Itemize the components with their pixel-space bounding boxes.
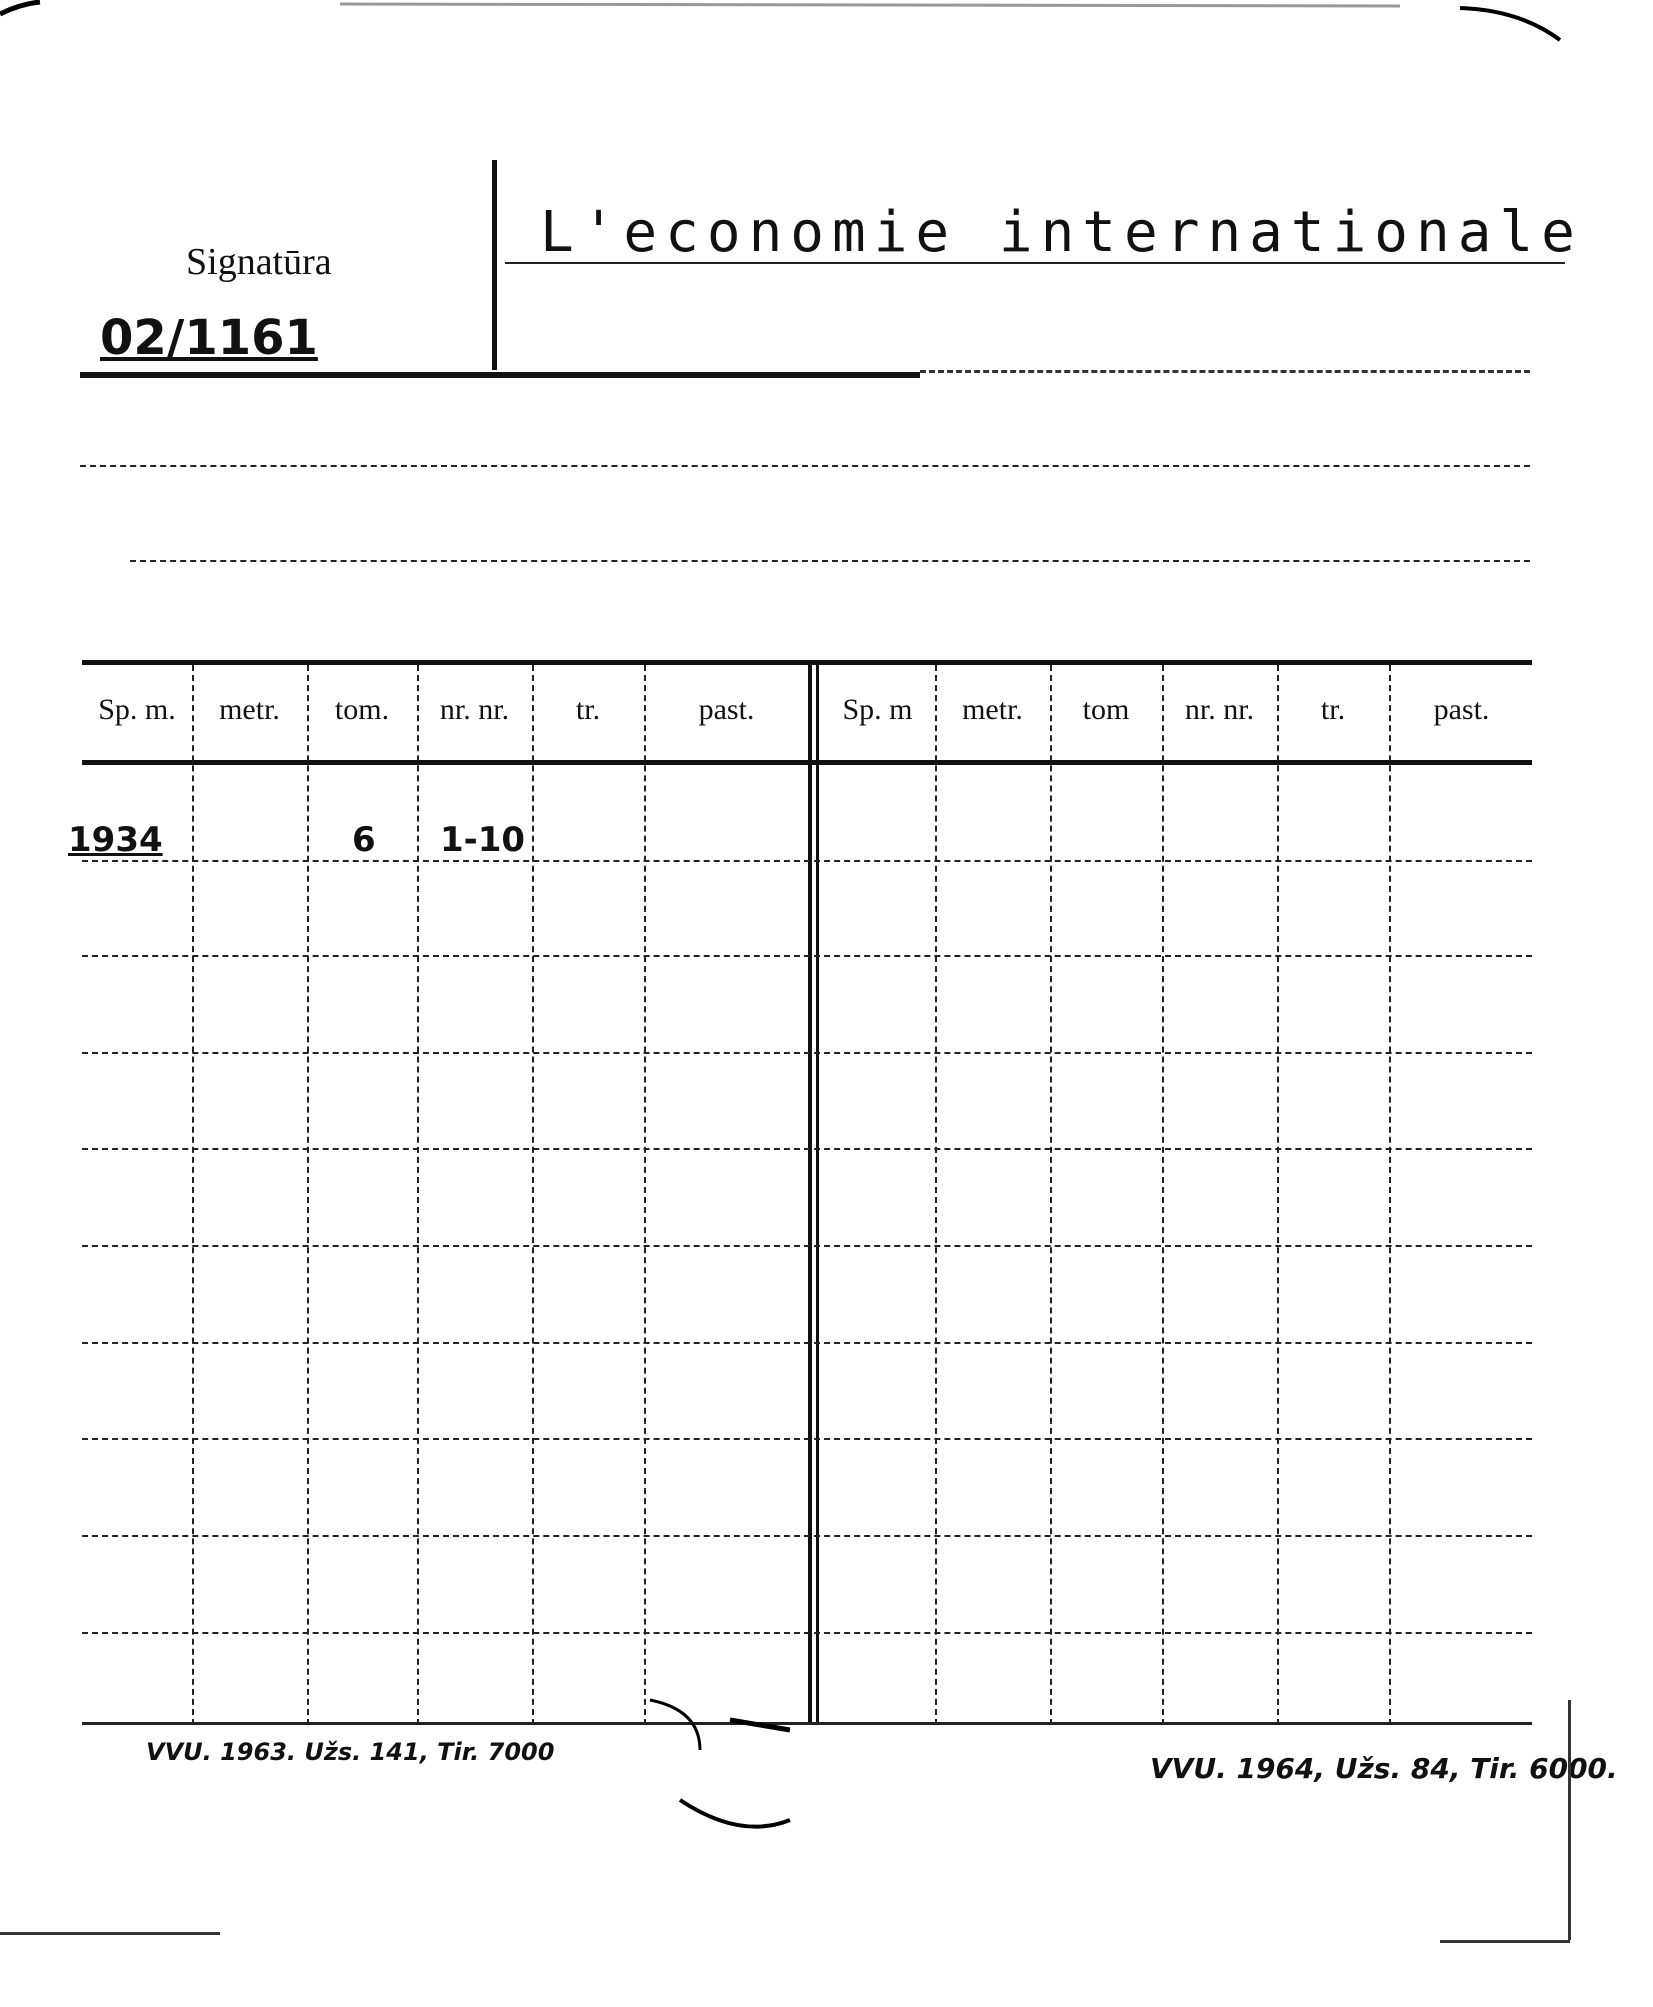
header-sp-m-left: Sp. m. <box>98 693 176 726</box>
header-nrnr-right: nr. nr. <box>1184 693 1255 726</box>
footer-stamp-right: VVU. 1964, Užs. 84, Tir. 6000. <box>1150 1752 1618 1785</box>
paper-curl-artifact <box>640 1690 820 1850</box>
row-line <box>82 1052 1532 1054</box>
signature-label: Signatūra <box>186 241 332 283</box>
center-double-line <box>816 665 819 1725</box>
header-tom-right: tom <box>1082 693 1130 726</box>
cell-sp-m: 1934 <box>68 820 163 860</box>
row-line <box>82 1342 1532 1344</box>
signature-value: 02/1161 <box>100 310 318 366</box>
col-line <box>532 665 534 1725</box>
table-top-rule <box>82 660 1532 665</box>
col-line <box>935 665 937 1725</box>
header-rule <box>80 372 920 378</box>
row-line <box>82 955 1532 957</box>
row-line <box>82 860 1532 862</box>
header-tr-left: tr. <box>575 693 601 726</box>
col-line <box>1162 665 1164 1725</box>
header-tr-right: tr. <box>1320 693 1346 726</box>
cell-nr-nr: 1-10 <box>440 820 526 860</box>
header-metr-right: metr. <box>962 693 1023 726</box>
header-divider <box>492 160 497 370</box>
row-line <box>82 1245 1532 1247</box>
col-line <box>192 665 194 1725</box>
row-line <box>82 1632 1532 1634</box>
header-rule-faint <box>920 370 1530 373</box>
scan-edge-artifact <box>0 0 1653 60</box>
title-underline <box>505 262 1565 264</box>
scan-right-edge <box>1568 1700 1571 1940</box>
col-line <box>1389 665 1391 1725</box>
guide-line-2 <box>130 560 1530 562</box>
col-line <box>1050 665 1052 1725</box>
header-tom-left: tom. <box>334 693 390 726</box>
row-line <box>82 1438 1532 1440</box>
center-double-line <box>808 665 812 1725</box>
row-line <box>82 1148 1532 1150</box>
header-past-left: past. <box>698 693 755 726</box>
col-line <box>307 665 309 1725</box>
header-past-right: past. <box>1433 693 1490 726</box>
guide-line-1 <box>80 465 1530 467</box>
footer-stamp-left: VVU. 1963. Užs. 141, Tir. 7000 <box>146 1738 555 1766</box>
header-nrnr-left: nr. nr. <box>439 693 510 726</box>
table-header-rule <box>82 760 1532 765</box>
col-line <box>1277 665 1279 1725</box>
cell-tom: 6 <box>352 820 376 860</box>
card-title: L'economie internationale <box>540 200 1583 265</box>
scan-bottom-line <box>0 1932 220 1935</box>
header-metr-left: metr. <box>219 693 280 726</box>
header-sp-m-right: Sp. m <box>842 693 913 726</box>
col-line <box>417 665 419 1725</box>
scan-bottom-line <box>1440 1940 1570 1943</box>
row-line <box>82 1535 1532 1537</box>
col-line <box>644 665 646 1725</box>
